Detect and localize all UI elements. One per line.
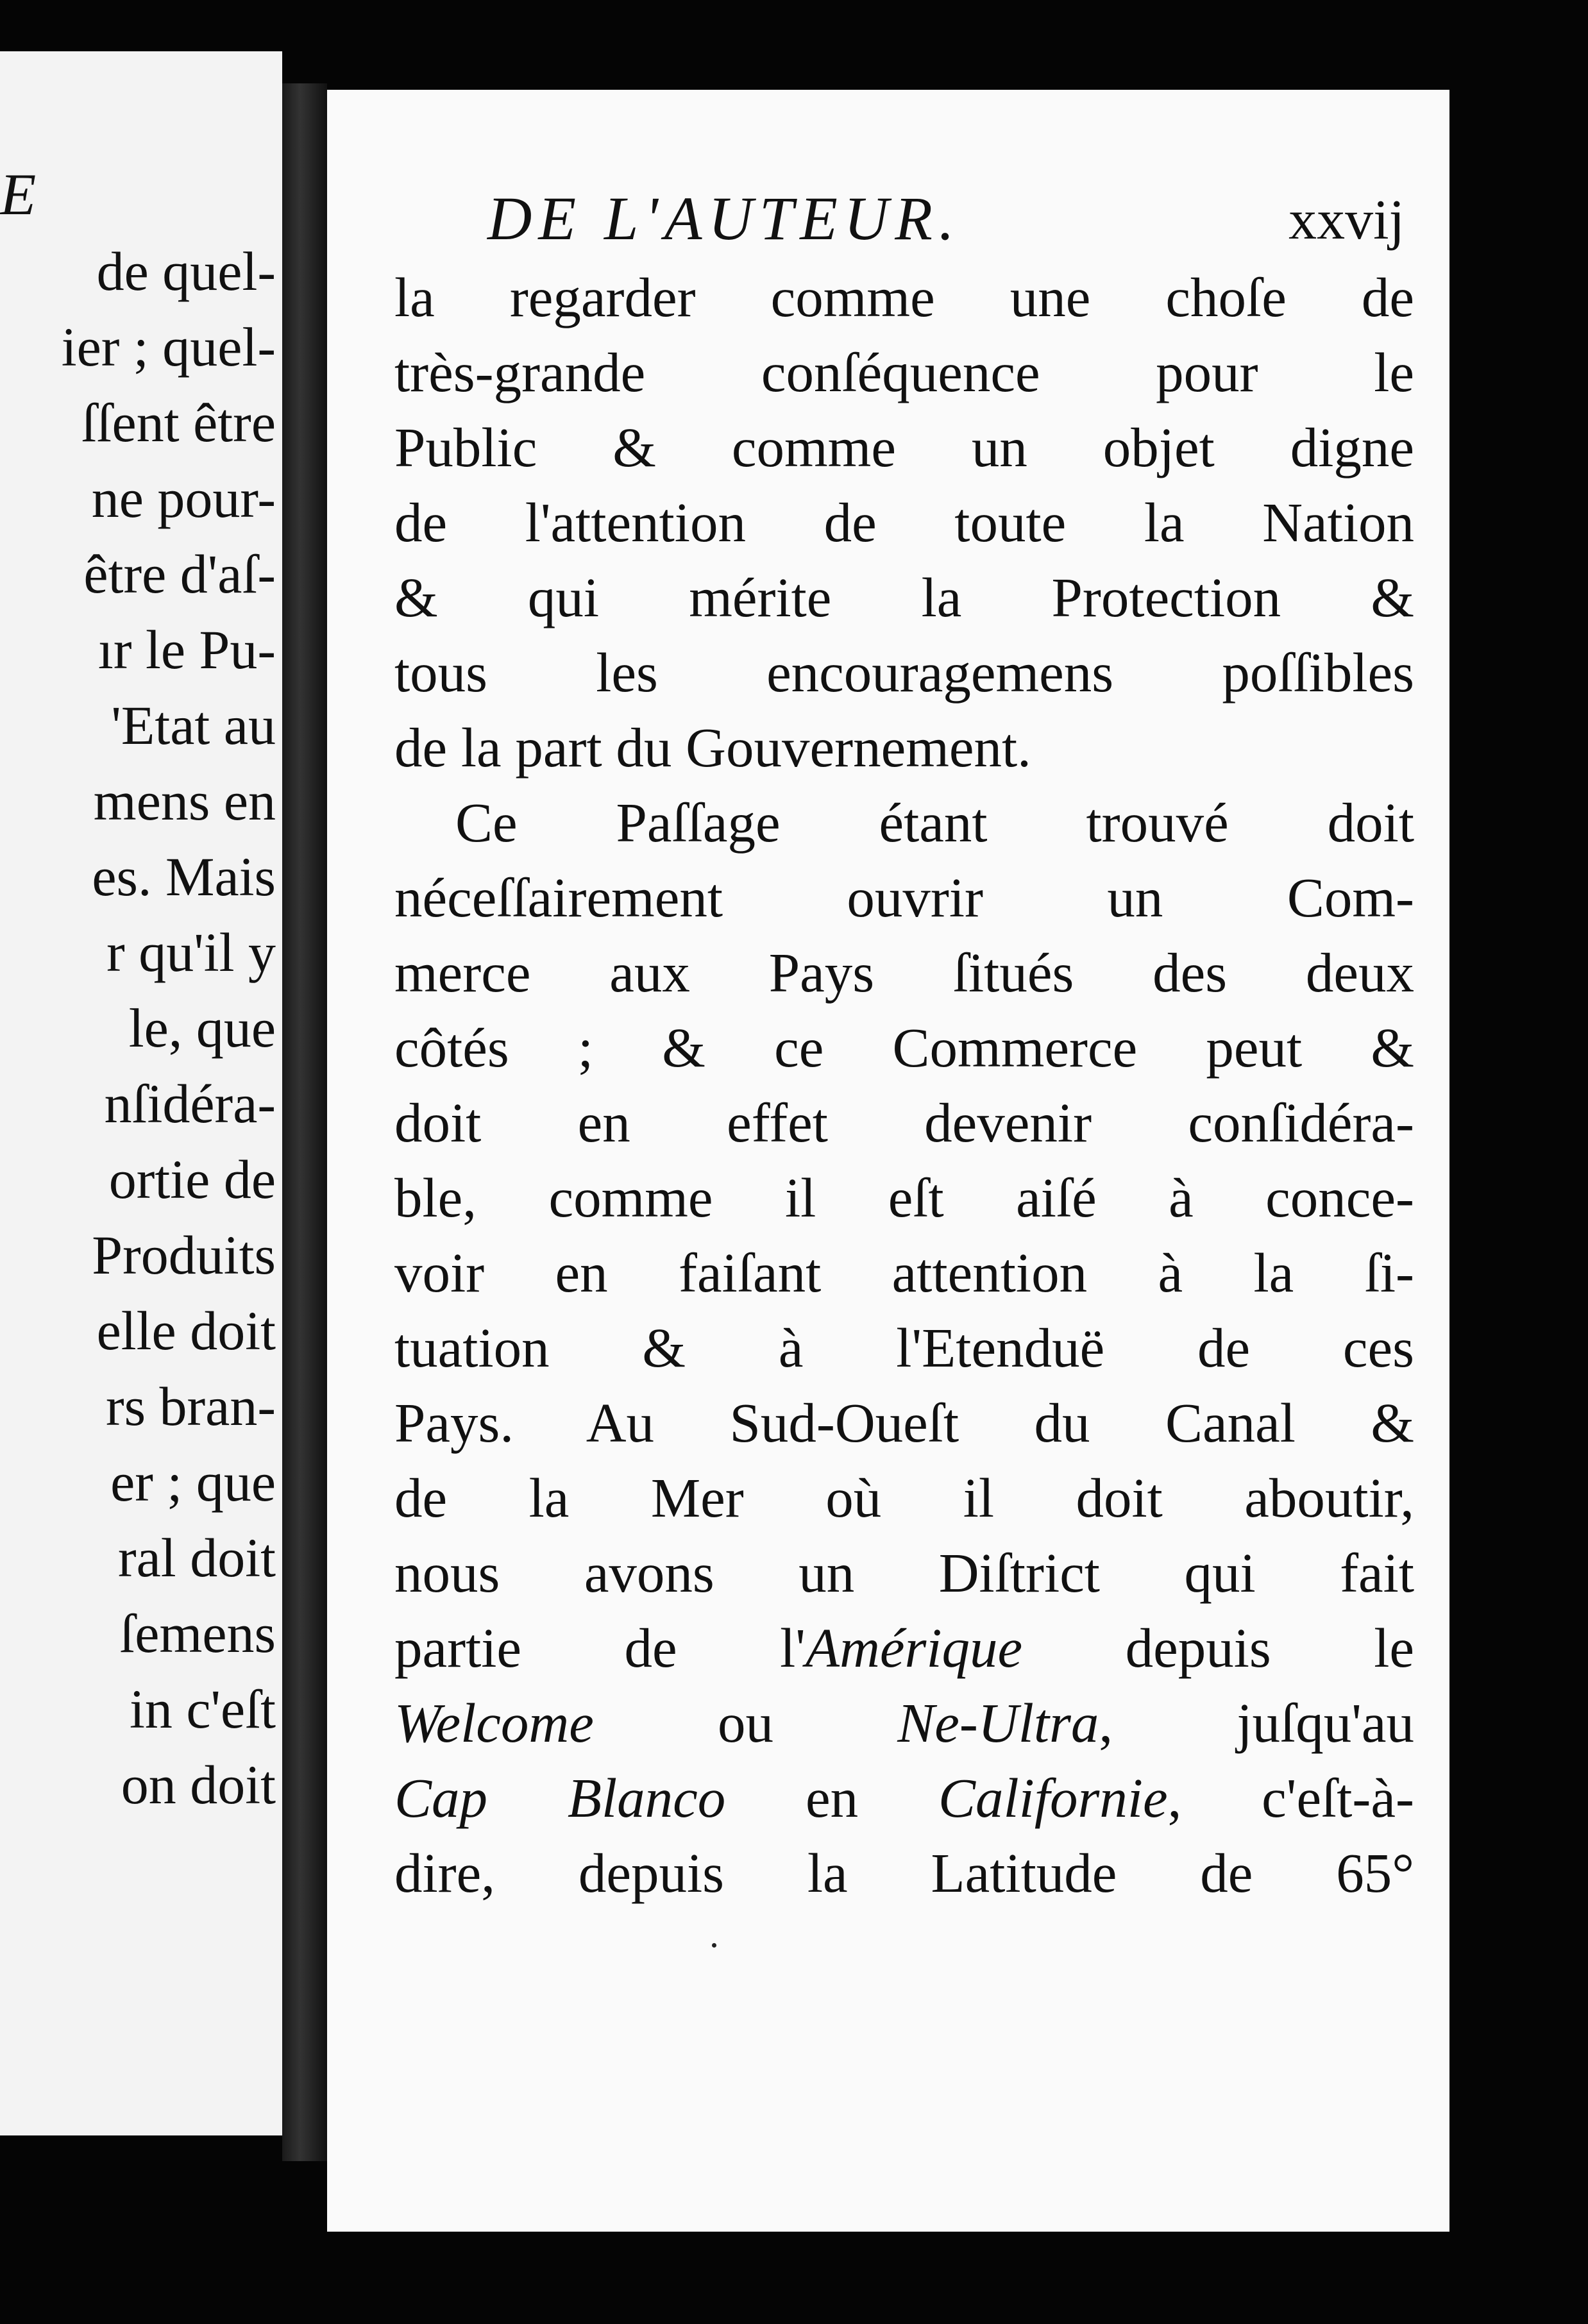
- text-segment: tous les encouragemens poſſibles: [394, 641, 1414, 703]
- text-line: [394, 1310, 1414, 1385]
- text-segment: côtés ; & ce Commerce peut &: [394, 1016, 1414, 1079]
- text-line: [394, 635, 1414, 710]
- text-line: [394, 410, 1414, 485]
- left-page-line: ır le Pu-: [97, 619, 276, 680]
- left-page-line: on doit: [121, 1754, 276, 1815]
- body-text: [394, 260, 1414, 1910]
- left-page-line: es. Mais: [92, 846, 276, 907]
- text-segment: depuis le: [1022, 1617, 1414, 1679]
- text-segment: ou: [593, 1692, 898, 1754]
- text-segment: ble, comme il eſt aiſé à conce-: [394, 1166, 1414, 1229]
- text-line: [394, 260, 1414, 335]
- left-page-line: nſidéra-: [104, 1073, 276, 1134]
- text-segment: de la part du Gouvernement.: [394, 716, 1031, 779]
- left-page-line: ier ; quel-: [61, 316, 276, 378]
- text-line: [394, 1235, 1414, 1310]
- left-page-line: Produits: [92, 1224, 276, 1286]
- text-segment: merce aux Pays ſitués des deux: [394, 941, 1414, 1004]
- text-line: [394, 1085, 1414, 1160]
- text-segment: & qui mérite la Protection &: [394, 566, 1414, 628]
- left-page-line: r qu'il y: [106, 922, 276, 983]
- left-page-line: ral doit: [118, 1527, 276, 1588]
- left-page-line: elle doit: [96, 1300, 276, 1361]
- text-segment: Public & comme un objet digne: [394, 416, 1414, 478]
- text-line: [394, 485, 1414, 560]
- right-page: [327, 90, 1449, 2232]
- text-segment: nous avons un Diſtrict qui fait: [394, 1542, 1414, 1604]
- italic-text: Welcome: [394, 1692, 594, 1754]
- text-line: [394, 1460, 1414, 1535]
- left-page-line: ſſent être: [81, 392, 276, 453]
- text-segment: de l'attention de toute la Nation: [394, 491, 1414, 553]
- text-line: [394, 1835, 1414, 1910]
- italic-text: Cap Blanco: [394, 1767, 726, 1829]
- text-segment: la regarder comme une choſe de: [394, 266, 1414, 328]
- text-line: [394, 1160, 1414, 1235]
- text-segment: , juſqu'au: [1099, 1692, 1414, 1754]
- specks: [712, 1943, 716, 1948]
- text-segment: doit en effet devenir conſidéra-: [394, 1091, 1414, 1154]
- text-segment: partie de l': [394, 1617, 806, 1679]
- text-line: [394, 860, 1414, 935]
- text-line: [394, 1610, 1414, 1685]
- left-page-line: 'Etat au: [111, 695, 276, 756]
- left-page-fragment: [0, 51, 282, 2135]
- text-segment: tuation & à l'Etenduë de ces: [394, 1317, 1414, 1379]
- text-line: [394, 1010, 1414, 1085]
- left-page-line: ne pour-: [91, 467, 276, 529]
- italic-text: Californie: [938, 1767, 1168, 1829]
- left-page-line: rs bran-: [105, 1376, 276, 1437]
- page-number: xxvij: [1288, 189, 1405, 251]
- text-line: [394, 1760, 1414, 1835]
- text-line: [394, 1385, 1414, 1460]
- text-line: [394, 785, 1414, 860]
- text-segment: néceſſairement ouvrir un Com-: [394, 866, 1414, 929]
- left-page-header: E: [0, 162, 42, 227]
- text-segment: de la Mer où il doit aboutir,: [394, 1467, 1414, 1529]
- italic-text: Ne-Ultra: [897, 1692, 1099, 1754]
- left-page-line: in c'eſt: [129, 1678, 276, 1740]
- text-line: [394, 935, 1414, 1010]
- text-line: [394, 1535, 1414, 1610]
- left-page-line: le, que: [128, 997, 276, 1059]
- running-head: DE L'AUTEUR.: [487, 184, 961, 253]
- text-segment: très-grande conſéquence pour le: [394, 341, 1414, 403]
- left-page-line: de quel-: [96, 240, 276, 302]
- text-line: [394, 710, 1414, 785]
- text-segment: en: [725, 1767, 938, 1829]
- text-segment: Ce Paſſage étant trouvé doit: [455, 791, 1414, 854]
- book-gutter: [282, 83, 327, 2161]
- left-page-line: être d'aſ-: [83, 543, 276, 605]
- text-segment: voir en faiſant attention à la ſi-: [394, 1242, 1414, 1304]
- text-line: [394, 1685, 1414, 1760]
- left-page-line: ſemens: [119, 1603, 276, 1664]
- left-page-line: er ; que: [110, 1451, 276, 1513]
- text-segment: , c'eſt-à-: [1167, 1767, 1414, 1829]
- text-segment: dire, depuis la Latitude de 65°: [394, 1842, 1414, 1904]
- page-header: [487, 183, 1405, 253]
- text-line: [394, 335, 1414, 410]
- text-segment: Pays. Au Sud-Oueſt du Canal &: [394, 1392, 1414, 1454]
- left-page-line: mens en: [93, 770, 276, 832]
- italic-text: Amérique: [805, 1617, 1023, 1679]
- left-page-line: ortie de: [108, 1149, 276, 1210]
- text-line: [394, 560, 1414, 635]
